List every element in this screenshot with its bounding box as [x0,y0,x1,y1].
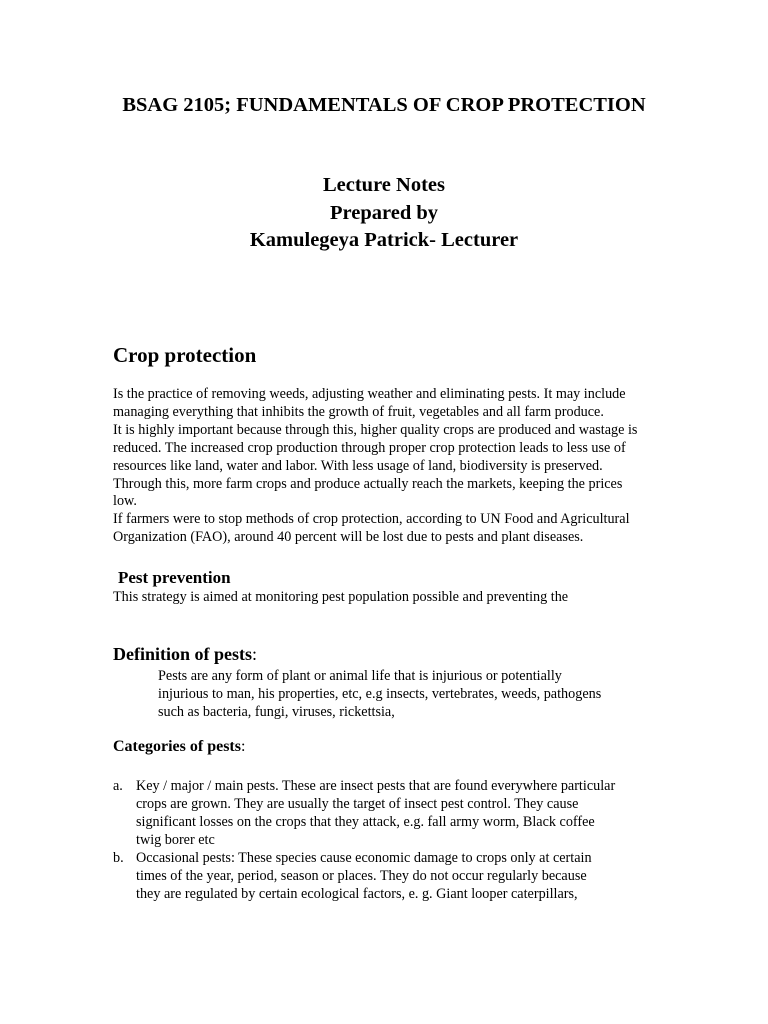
paragraph-line: Occasional pests: These species cause economic damage to crops only at certain [136,850,592,866]
list-item-text [136,850,592,904]
paragraph-line: If farmers were to stop methods of crop protection, according to UN Food and Agricultural [113,511,630,528]
prepared-by-line: Prepared by [329,202,438,224]
list-item-text [136,778,615,850]
definition-heading-text: Definition of pests [113,644,252,664]
pest-prevention-text: This strategy is aimed at monitoring pest population possible and preventing the [113,589,569,605]
crop-protection-paragraph [113,386,637,547]
categories-heading-text: Categories of pests [113,738,241,755]
paragraph-line: Key / major / main pests. These are insect pests that are found everywhere particular [136,778,616,794]
lecturer-name-line: Kamulegeya Patrick- Lecturer [249,229,519,251]
definition-paragraph [158,668,601,722]
paragraph-line: injurious to man, his properties, etc, e.g insects, vertebrates, weeds, pathogens [158,685,602,702]
paragraph-line: crops are grown. They are usually the target of insect pest control. They cause [136,795,579,812]
list-marker: b. [113,850,124,866]
paragraph-line: low. [113,493,137,510]
categories-heading-colon: : [240,738,246,755]
categories-of-pests-heading [113,738,245,756]
paragraph-line: reduced. The increased crop production through proper crop protection leads to less use of [113,439,626,456]
paragraph-line: times of the year, period, season or places. They do not occur regularly because [136,867,587,884]
paragraph-line: significant losses on the crops that they attack, e.g. fall army worm, Black coffee [136,813,595,830]
paragraph-line: managing everything that inhibits the growth of fruit, vegetables and all farm produce. [113,403,604,420]
document-title: BSAG 2105; FUNDAMENTALS OF CROP PROTECTION [122,94,646,116]
paragraph-line: resources like land, water and labor. With less usage of land, biodiversity is preserved. [113,457,603,474]
lecture-notes-line: Lecture Notes [322,174,445,196]
crop-protection-heading: Crop protection [113,343,257,367]
paragraph-line: Is the practice of removing weeds, adjusting weather and eliminating pests. It may include [113,386,626,402]
paragraph-line: Organization (FAO), around 40 percent will be lost due to pests and plant diseases. [113,529,584,546]
paragraph-line: they are regulated by certain ecological factors, e. g. Giant looper caterpillars, [136,885,578,902]
definition-of-pests-heading [113,644,257,665]
paragraph-line: Through this, more farm crops and produce actually reach the markets, keeping the prices [113,475,623,492]
paragraph-line: It is highly important because through this, higher quality crops are produced and wastage is [113,421,638,438]
list-marker: a. [113,778,123,794]
definition-heading-colon: : [252,644,258,664]
paragraph-line: Pests are any form of plant or animal life that is injurious or potentially [158,668,562,684]
paragraph-line: such as bacteria, fungi, viruses, rickettsia, [158,703,395,720]
pest-prevention-heading: Pest prevention [118,568,231,587]
paragraph-line: twig borer etc [136,831,215,848]
